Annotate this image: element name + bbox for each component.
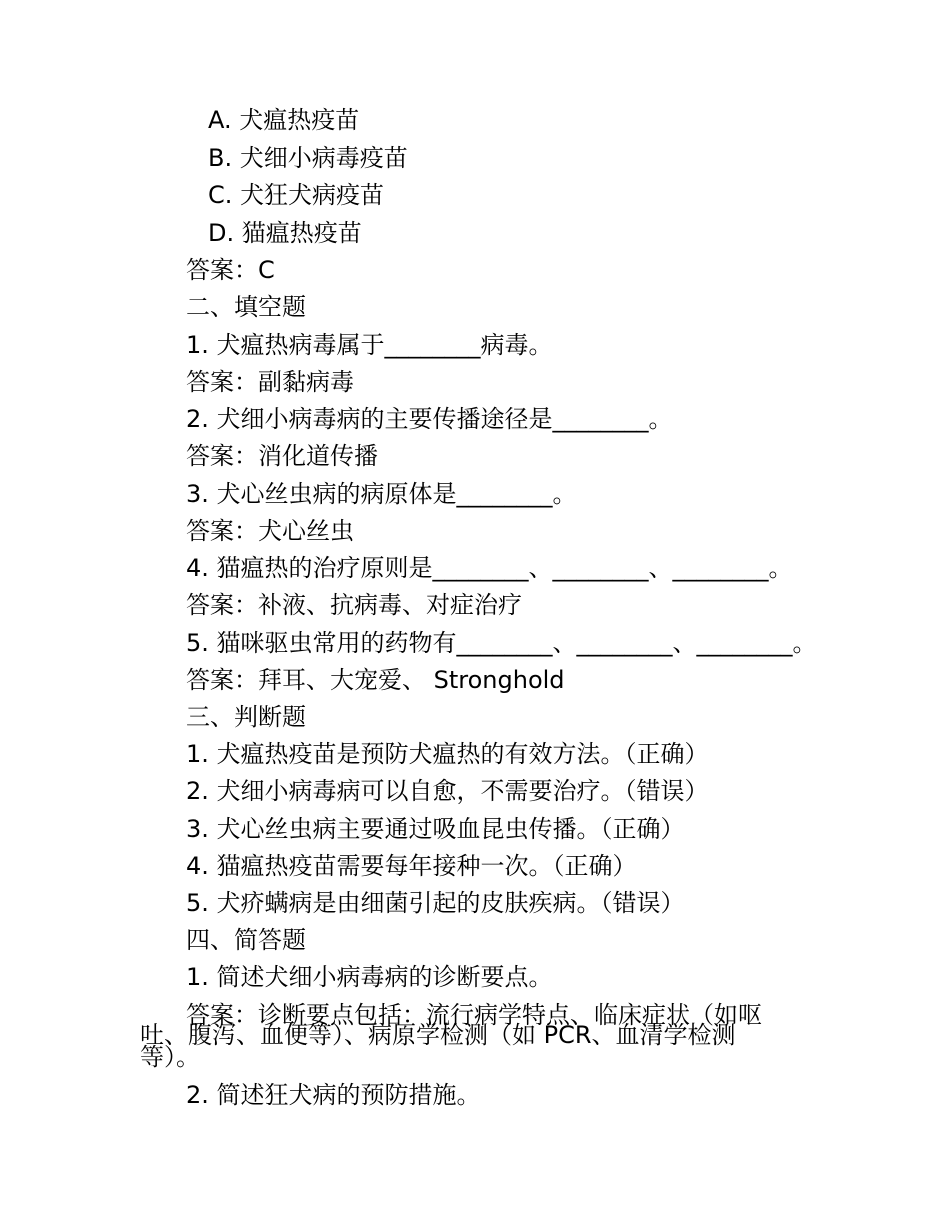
short-answer-1-line-2: 吐、腹泻、血便等）、病原学检测（如 PCR、血清学检测 bbox=[140, 1021, 736, 1049]
fill-question-5: 5. 猫咪驱虫常用的药物有________、________、________。 bbox=[186, 629, 817, 657]
fill-question-2: 2. 犬细小病毒病的主要传播途径是________。 bbox=[186, 405, 673, 433]
fill-answer-5: 答案：拜耳、大宠爱、 Stronghold bbox=[186, 666, 565, 694]
section-heading-short: 四、简答题 bbox=[186, 926, 306, 954]
option-a: A. 犬瘟热疫苗 bbox=[208, 106, 360, 134]
short-answer-1-line-3: 等）。 bbox=[140, 1043, 200, 1071]
fill-question-1: 1. 犬瘟热病毒属于________病毒。 bbox=[186, 331, 553, 359]
judge-item-2: 2. 犬细小病毒病可以自愈，不需要治疗。（错误） bbox=[186, 777, 709, 805]
fill-answer-3: 答案：犬心丝虫 bbox=[186, 517, 354, 545]
section-heading-fill: 二、填空题 bbox=[186, 293, 306, 321]
judge-item-5: 5. 犬疥螨病是由细菌引起的皮肤疾病。（错误） bbox=[186, 889, 685, 917]
option-c: C. 犬狂犬病疫苗 bbox=[208, 181, 385, 209]
judge-item-1: 1. 犬瘟热疫苗是预防犬瘟热的有效方法。（正确） bbox=[186, 740, 709, 768]
fill-answer-1: 答案：副黏病毒 bbox=[186, 368, 354, 396]
option-d: D. 猫瘟热疫苗 bbox=[208, 219, 362, 247]
short-question-2: 2. 简述狂犬病的预防措施。 bbox=[186, 1081, 481, 1109]
mc-answer: 答案：C bbox=[186, 256, 275, 284]
section-heading-judge: 三、判断题 bbox=[186, 703, 306, 731]
fill-answer-4: 答案：补液、抗病毒、对症治疗 bbox=[186, 591, 522, 619]
short-question-1: 1. 简述犬细小病毒病的诊断要点。 bbox=[186, 963, 553, 991]
short-answer-1-line-1: 答案：诊断要点包括：流行病学特点、临床症状（如呕 bbox=[186, 1001, 762, 1029]
fill-answer-2: 答案：消化道传播 bbox=[186, 442, 378, 470]
fill-question-4: 4. 猫瘟热的治疗原则是________、________、________。 bbox=[186, 554, 793, 582]
option-b: B. 犬细小病毒疫苗 bbox=[208, 144, 408, 172]
judge-item-4: 4. 猫瘟热疫苗需要每年接种一次。（正确） bbox=[186, 852, 637, 880]
judge-item-3: 3. 犬心丝虫病主要通过吸血昆虫传播。（正确） bbox=[186, 815, 685, 843]
fill-question-3: 3. 犬心丝虫病的病原体是________。 bbox=[186, 480, 577, 508]
